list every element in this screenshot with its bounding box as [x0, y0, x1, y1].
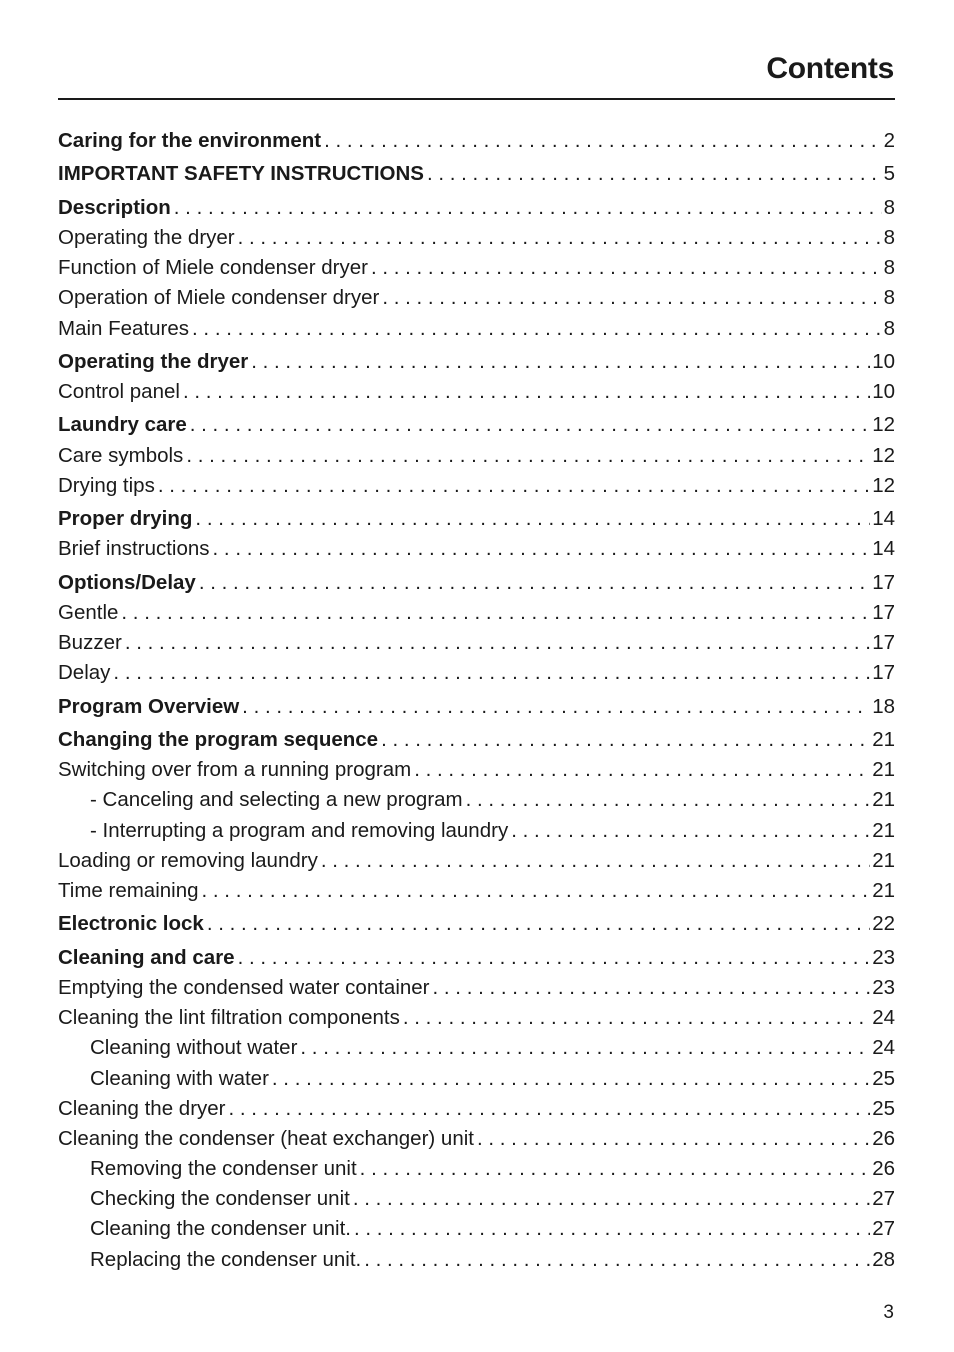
toc-entry-label: Removing the condenser unit	[90, 1157, 357, 1181]
toc-entry-label: Emptying the condensed water container	[58, 975, 430, 999]
toc-entry-page-number: 17	[872, 661, 895, 685]
toc-entry-page-number: 22	[872, 912, 895, 936]
toc-entry-page-number: 23	[872, 975, 895, 999]
dot-leader	[357, 1154, 871, 1184]
toc-entry[interactable]	[58, 534, 895, 564]
toc-entry[interactable]	[58, 1094, 895, 1124]
toc-subentry[interactable]	[58, 1064, 895, 1094]
toc-section-heading[interactable]	[58, 692, 895, 722]
toc-entry-page-number: 23	[872, 945, 895, 969]
toc-entry-label: - Canceling and selecting a new program	[90, 788, 463, 812]
toc-section-heading[interactable]	[58, 193, 895, 223]
toc-entry[interactable]	[58, 253, 895, 283]
dot-leader	[235, 223, 882, 253]
dot-leader	[110, 658, 870, 688]
toc-entry-label: Control panel	[58, 380, 180, 404]
dot-leader	[321, 126, 881, 156]
dot-leader	[297, 1033, 870, 1063]
toc-entry[interactable]	[58, 628, 895, 658]
toc-entry-page-number: 2	[883, 129, 895, 152]
toc-section-heading[interactable]	[58, 410, 895, 440]
toc-entry-label: Care symbols	[58, 443, 184, 467]
toc-entry-page-number: 27	[872, 1217, 895, 1241]
toc-entry-label: Program Overview	[58, 694, 240, 718]
toc-entry-page-number: 18	[872, 694, 895, 718]
toc-entry-page-number: 10	[872, 380, 895, 404]
dot-leader	[361, 1245, 870, 1275]
toc-entry-page-number: 14	[872, 537, 895, 561]
toc-entry-label: Drying tips	[58, 473, 155, 497]
toc-entry-page-number: 8	[883, 225, 895, 249]
toc-entry-page-number: 21	[872, 848, 895, 872]
dot-leader	[269, 1064, 870, 1094]
dot-leader	[411, 755, 870, 785]
dot-leader	[192, 504, 870, 534]
toc-entry[interactable]	[58, 283, 895, 313]
toc-entry-page-number: 21	[872, 788, 895, 812]
dot-leader	[155, 471, 870, 501]
toc-entry-page-number: 8	[883, 195, 895, 219]
dot-leader	[378, 725, 870, 755]
toc-entry[interactable]	[58, 658, 895, 688]
toc-entry-label: Caring for the environment	[58, 129, 322, 152]
toc-subentry[interactable]	[58, 1184, 895, 1214]
toc-entry-page-number: 26	[872, 1157, 895, 1181]
title-divider	[58, 98, 895, 100]
dot-leader	[122, 628, 870, 658]
dot-leader	[368, 253, 882, 283]
toc-entry-label: Operating the dryer	[58, 349, 249, 373]
dot-leader	[226, 1094, 871, 1124]
toc-entry-page-number: 8	[883, 256, 895, 280]
toc-entry-label: Operating the dryer	[58, 225, 235, 249]
toc-entry-page-number: 17	[872, 631, 895, 655]
toc-entry-label: Operation of Miele condenser dryer	[58, 286, 380, 310]
toc-entry-label: Cleaning and care	[58, 945, 235, 969]
toc-entry-label: Cleaning the lint filtration components	[58, 1006, 400, 1030]
dot-leader	[210, 534, 871, 564]
page-number: 3	[883, 1302, 894, 1323]
toc-entry-page-number: 12	[872, 473, 895, 497]
dot-leader	[379, 283, 881, 313]
toc-entry[interactable]	[58, 1124, 895, 1154]
toc-entry-label: Cleaning the dryer	[58, 1096, 226, 1120]
toc-entry-label: - Interrupting a program and removing laundry	[90, 818, 509, 842]
dot-leader	[235, 943, 871, 973]
dot-leader	[118, 598, 870, 628]
toc-entry-label: IMPORTANT SAFETY INSTRUCTIONS	[58, 162, 424, 186]
toc-entry-page-number: 21	[872, 728, 895, 752]
dot-leader	[318, 846, 870, 876]
toc-entry-label: Switching over from a running program	[58, 758, 412, 782]
toc-entry-label: Main Features	[58, 316, 190, 340]
toc-entry-label: Time remaining	[58, 879, 199, 902]
toc-entry-page-number: 25	[872, 1066, 895, 1090]
toc-section-heading[interactable]	[58, 159, 895, 189]
toc-entry-label: Gentle	[58, 600, 119, 624]
toc-entry[interactable]	[58, 1003, 895, 1033]
toc-entry[interactable]	[58, 441, 895, 471]
dot-leader	[199, 876, 871, 906]
toc-entry-label: Description	[58, 195, 171, 219]
dot-leader	[189, 314, 882, 344]
toc-entry[interactable]	[58, 223, 895, 253]
toc-entry-page-number: 8	[883, 316, 895, 340]
toc-subentry[interactable]	[58, 816, 895, 846]
toc-entry-page-number: 17	[872, 600, 895, 624]
toc-entry-label: Proper drying	[58, 507, 193, 531]
dot-leader	[171, 193, 882, 223]
dot-leader	[351, 1214, 870, 1244]
toc-entry-label: Replacing the condenser unit.	[90, 1247, 362, 1271]
toc-entry-page-number: 24	[872, 1036, 895, 1060]
dot-leader	[424, 159, 882, 189]
toc-subentry[interactable]	[58, 785, 895, 815]
toc-entry-page-number: 12	[872, 413, 895, 437]
dot-leader	[400, 1003, 870, 1033]
toc-entry-label: Buzzer	[58, 631, 122, 655]
toc-entry-page-number: 21	[872, 758, 895, 782]
dot-leader	[350, 1184, 870, 1214]
toc-subentry[interactable]	[58, 1245, 895, 1275]
toc-entry-label: Changing the program sequence	[58, 728, 379, 752]
toc-entry-label: Brief instructions	[58, 537, 210, 561]
toc-section-heading[interactable]	[58, 504, 895, 534]
toc-section-heading[interactable]	[58, 725, 895, 755]
dot-leader	[180, 377, 870, 407]
toc-section-heading[interactable]	[58, 347, 895, 377]
toc-entry-label: Cleaning without water	[90, 1036, 298, 1060]
dot-leader	[508, 816, 870, 846]
dot-leader	[204, 909, 870, 939]
toc-entry-page-number: 8	[883, 286, 895, 310]
page-title: Contents	[766, 52, 894, 85]
toc-entry-page-number: 27	[872, 1187, 895, 1211]
dot-leader	[196, 568, 870, 598]
toc-entry-page-number: 12	[872, 443, 895, 467]
toc-entry-label: Options/Delay	[58, 570, 196, 594]
toc-entry-page-number: 21	[872, 879, 895, 902]
dot-leader	[248, 347, 870, 377]
toc-entry-label: Loading or removing laundry	[58, 848, 318, 872]
toc-entry-label: Electronic lock	[58, 912, 204, 936]
table-of-contents	[58, 126, 895, 1275]
toc-section-heading[interactable]	[58, 568, 895, 598]
toc-entry-page-number: 21	[872, 818, 895, 842]
toc-entry-page-number: 5	[883, 162, 895, 186]
dot-leader	[430, 973, 871, 1003]
toc-section-heading[interactable]	[58, 126, 895, 156]
toc-entry-page-number: 24	[872, 1006, 895, 1030]
toc-entry[interactable]	[58, 973, 895, 1003]
dot-leader	[239, 692, 870, 722]
toc-entry-label: Delay	[58, 661, 111, 685]
toc-entry-page-number: 14	[872, 507, 895, 531]
toc-entry[interactable]	[58, 471, 895, 501]
dot-leader	[183, 441, 870, 471]
toc-entry[interactable]	[58, 846, 895, 876]
toc-entry-label: Function of Miele condenser dryer	[58, 256, 368, 280]
toc-entry-label: Laundry care	[58, 413, 187, 437]
toc-section-heading[interactable]	[58, 909, 895, 939]
dot-leader	[474, 1124, 870, 1154]
dot-leader	[187, 410, 870, 440]
toc-subentry[interactable]	[58, 1154, 895, 1184]
toc-subentry[interactable]	[58, 1214, 895, 1244]
toc-subentry[interactable]	[58, 1033, 895, 1063]
toc-entry[interactable]	[58, 314, 895, 344]
toc-entry-page-number: 26	[872, 1126, 895, 1150]
toc-entry-page-number: 10	[872, 349, 895, 373]
toc-entry-page-number: 28	[872, 1247, 895, 1271]
toc-entry[interactable]	[58, 755, 895, 785]
toc-entry-page-number: 17	[872, 570, 895, 594]
toc-entry-label: Cleaning the condenser (heat exchanger) unit	[58, 1126, 474, 1150]
toc-entry[interactable]	[58, 876, 895, 906]
toc-entry-label: Cleaning the condenser unit.	[90, 1217, 351, 1241]
toc-entry[interactable]	[58, 598, 895, 628]
dot-leader	[463, 785, 871, 815]
toc-entry-page-number: 25	[872, 1096, 895, 1120]
toc-section-heading[interactable]	[58, 943, 895, 973]
toc-entry-label: Cleaning with water	[90, 1066, 269, 1090]
toc-entry[interactable]	[58, 377, 895, 407]
toc-entry-label: Checking the condenser unit	[90, 1187, 350, 1211]
